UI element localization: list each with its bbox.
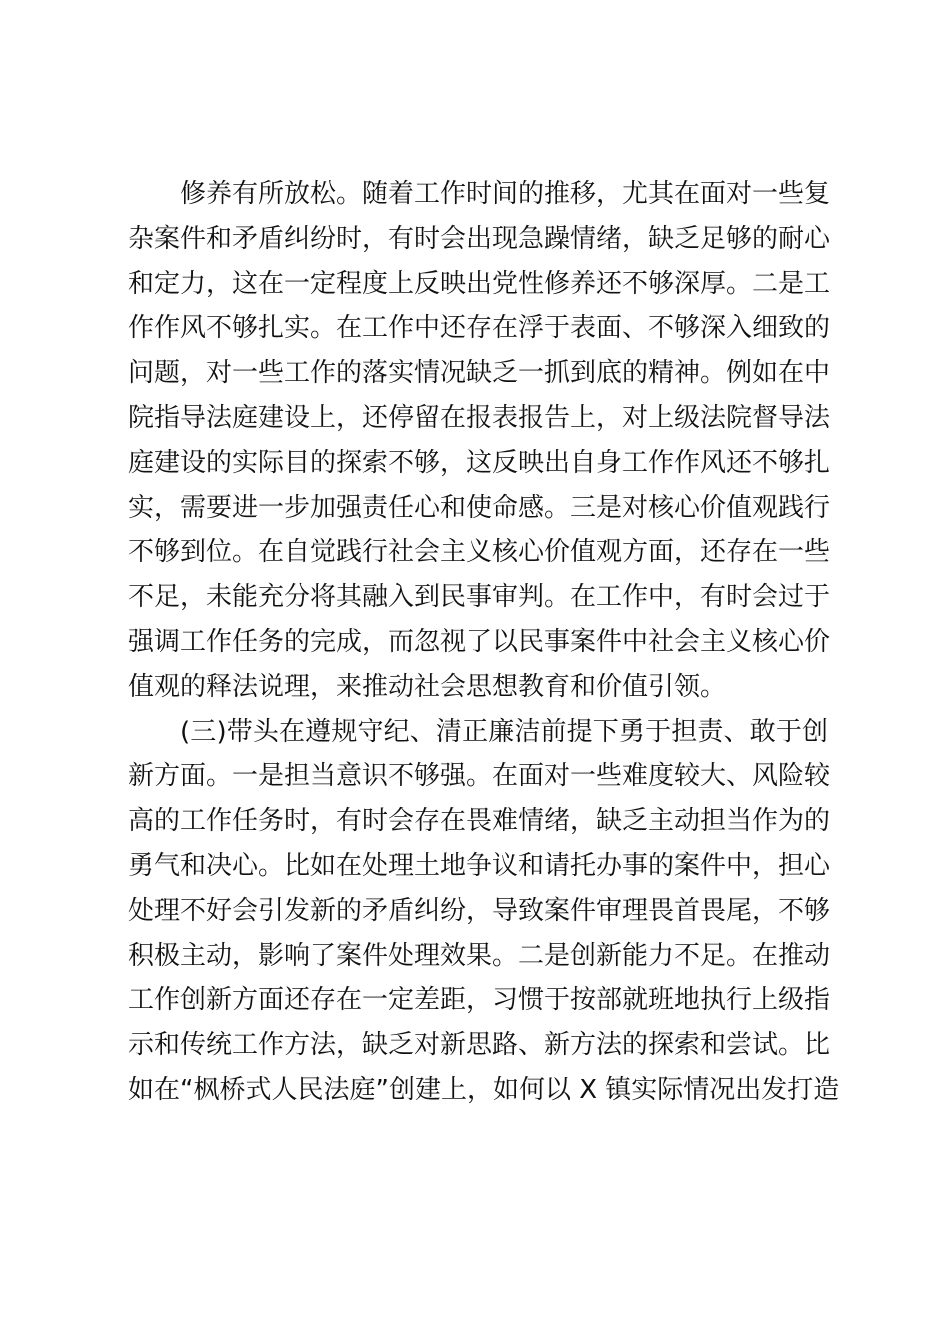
text-line: 不足，未能充分将其融入到民事审判。在工作中，有时会过于: [128, 582, 831, 613]
text-line: 和定力，这在一定程度上反映出党性修养还不够深厚。二是工: [128, 268, 831, 299]
text-line: 新方面。一是担当意识不够强。在面对一些难度较大、风险较: [128, 761, 831, 792]
text-line: 示和传统工作方法，缺乏对新思路、新方法的探索和尝试。比: [128, 1030, 831, 1061]
text-line: 工作创新方面还存在一定差距，习惯于按部就班地执行上级指: [128, 985, 831, 1016]
text-line: 院指导法庭建设上，还停留在报表报告上，对上级法院督导法: [128, 402, 831, 433]
text-line: 不够到位。在自觉践行社会主义核心价值观方面，还存在一些: [128, 537, 831, 568]
body-text: [128, 172, 840, 1113]
text-line: 修养有所放松。随着工作时间的推移，尤其在面对一些复: [180, 179, 831, 209]
text-line: 实，需要进一步加强责任心和使命感。三是对核心价值观践行: [128, 492, 831, 523]
text-line: 勇气和决心。比如在处理土地争议和请托办事的案件中，担心: [128, 850, 831, 881]
text-line: 杂案件和矛盾纠纷时，有时会出现急躁情绪，缺乏足够的耐心: [128, 223, 831, 254]
text-line: 如在“枫桥式人民法庭”创建上，如何以 X 镇实际情况出发打造: [128, 1074, 840, 1105]
text-line: 问题，对一些工作的落实情况缺乏一抓到底的精神。例如在中: [128, 358, 831, 389]
text-line: 强调工作任务的完成，而忽视了以民事案件中社会主义核心价: [128, 626, 831, 657]
text-line: 处理不好会引发新的矛盾纠纷，导致案件审理畏首畏尾，不够: [128, 895, 831, 926]
section-heading-line: (三)带头在遵规守纪、清正廉洁前提下勇于担责、敢于创: [180, 716, 828, 747]
text-line: 值观的释法说理，来推动社会思想教育和价值引领。: [128, 671, 727, 702]
text-line: 积极主动，影响了案件处理效果。二是创新能力不足。在推动: [128, 940, 831, 971]
text-line: 作作风不够扎实。在工作中还存在浮于表面、不够深入细致的: [128, 313, 831, 344]
text-line: 高的工作任务时，有时会存在畏难情绪，缺乏主动担当作为的: [128, 806, 831, 837]
text-line: 庭建设的实际目的探索不够，这反映出自身工作作风还不够扎: [128, 447, 831, 478]
